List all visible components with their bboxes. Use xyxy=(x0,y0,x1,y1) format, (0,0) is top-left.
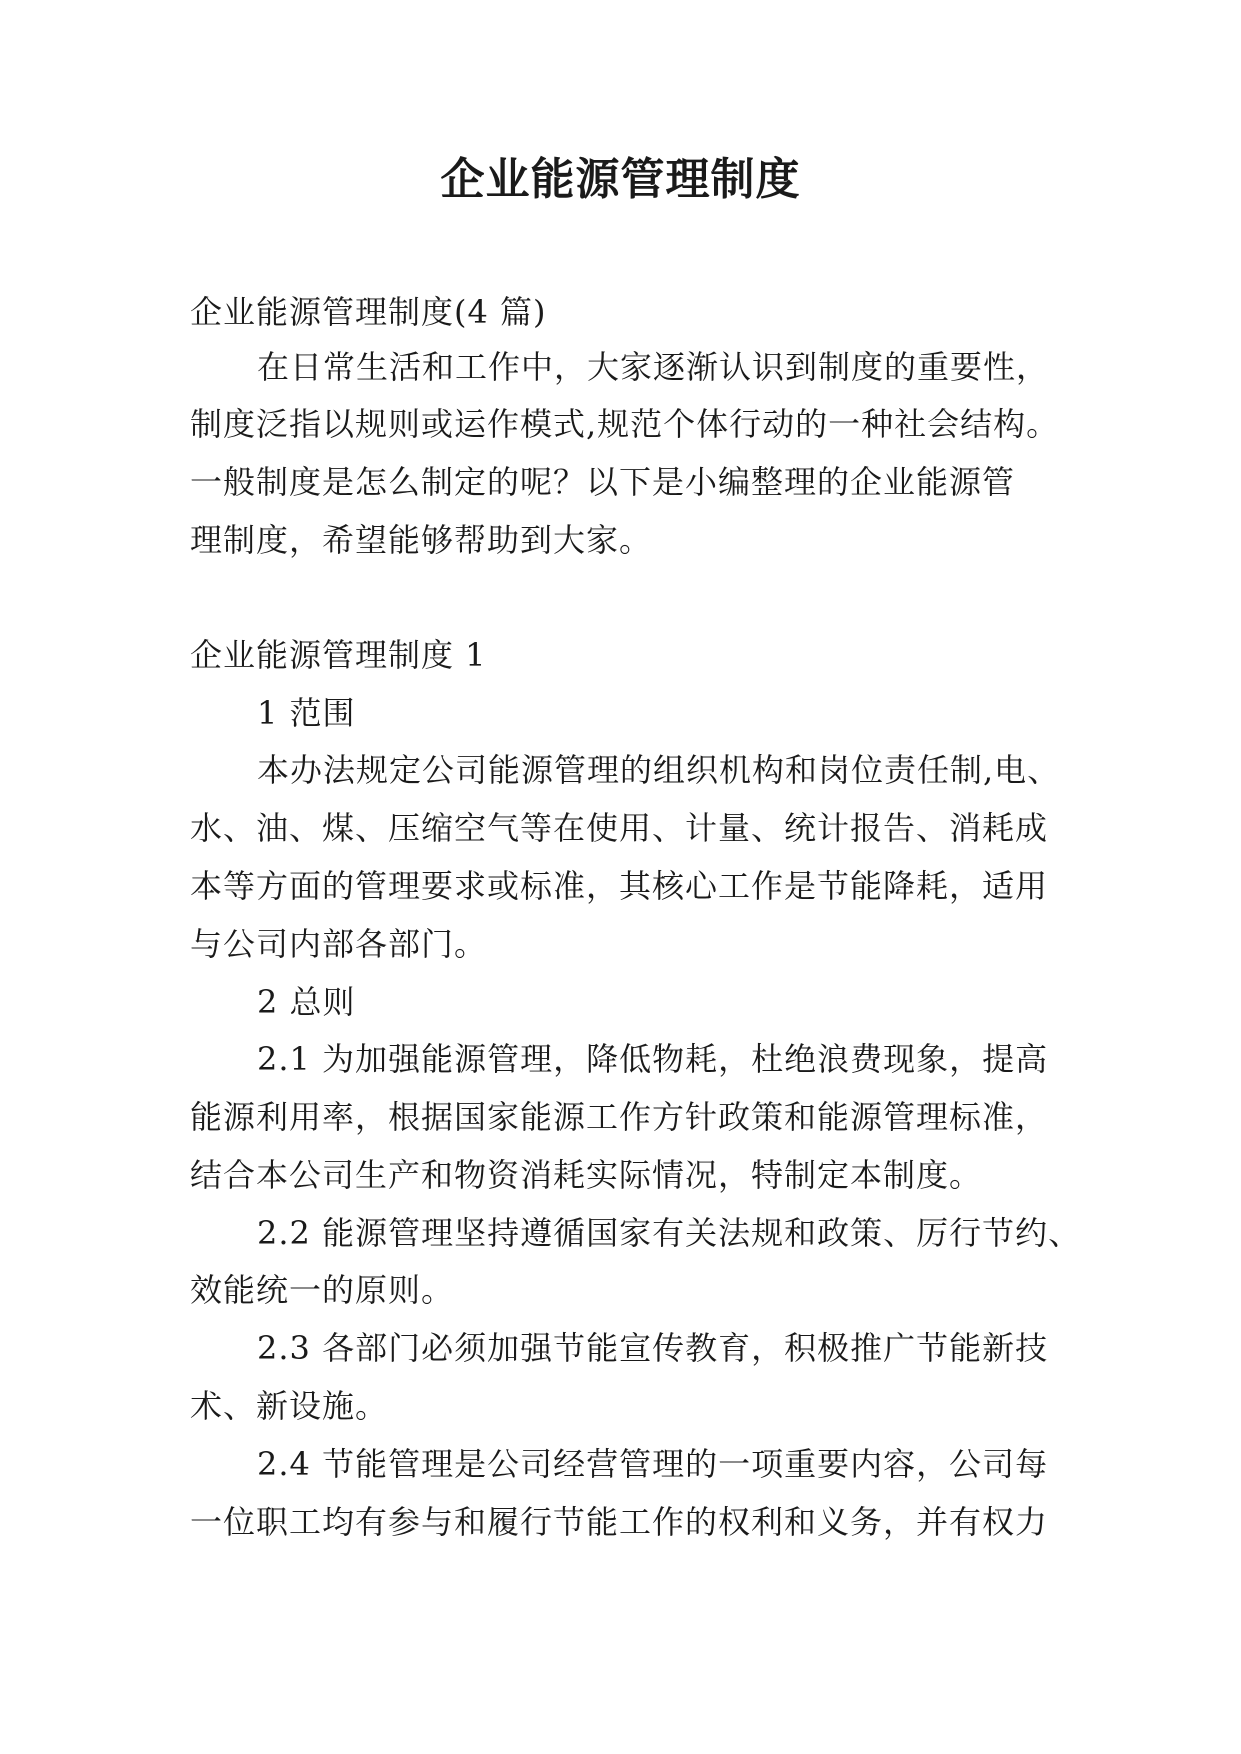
text-line: 本等方面的管理要求或标准，其核心工作是节能降耗，适用 xyxy=(190,867,1049,905)
text-line: 2.2 能源管理坚持遵循国家有关法规和政策、厉行节约、 xyxy=(257,1214,1082,1252)
text-line: 结合本公司生产和物资消耗实际情况，特制定本制度。 xyxy=(190,1156,983,1194)
text-line: 在日常生活和工作中，大家逐渐认识到制度的重要性， xyxy=(257,348,1050,386)
text-line: 2.4 节能管理是公司经营管理的一项重要内容，公司每 xyxy=(257,1445,1049,1483)
text-line: 能源利用率，根据国家能源工作方针政策和能源管理标准， xyxy=(190,1098,1049,1136)
text-line: 制度泛指以规则或运作模式,规范个体行动的一种社会结构。 xyxy=(190,405,1060,443)
clause-heading: 1 范围 xyxy=(257,694,356,732)
document-title: 企业能源管理制度 xyxy=(440,154,801,205)
text-line: 术、新设施。 xyxy=(190,1387,389,1425)
text-line: 一般制度是怎么制定的呢？以下是小编整理的企业能源管 xyxy=(190,463,1016,501)
clause-heading: 2 总则 xyxy=(257,983,356,1021)
text-line: 2.1 为加强能源管理，降低物耗，杜绝浪费现象，提高 xyxy=(257,1040,1049,1078)
text-line: 理制度，希望能够帮助到大家。 xyxy=(190,521,653,559)
text-line: 本办法规定公司能源管理的组织机构和岗位责任制,电、 xyxy=(257,751,1061,789)
text-line: 一位职工均有参与和履行节能工作的权利和义务，并有权力 xyxy=(190,1503,1049,1541)
text-line: 效能统一的原则。 xyxy=(190,1271,455,1309)
text-line: 2.3 各部门必须加强节能宣传教育，积极推广节能新技 xyxy=(257,1329,1049,1367)
subtitle-line: 企业能源管理制度(4 篇) xyxy=(190,293,547,331)
text-line: 水、油、煤、压缩空气等在使用、计量、统计报告、消耗成 xyxy=(190,809,1049,847)
text-line: 与公司内部各部门。 xyxy=(190,925,488,963)
section-heading: 企业能源管理制度 1 xyxy=(190,636,487,674)
